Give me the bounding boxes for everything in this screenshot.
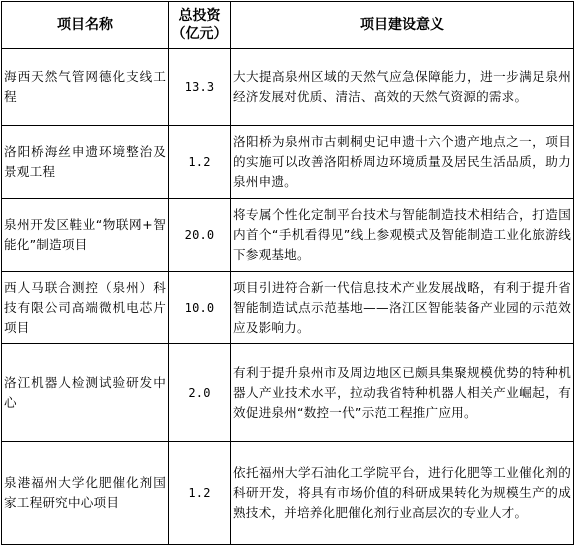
cell-significance: 大大提高泉州区域的天然气应急保障能力，进一步满足泉州经济发展对优质、清洁、高效的天然气资源的需求。 [231, 49, 574, 126]
cell-significance: 项目引进符合新一代信息技术产业发展战略，有利于提升省智能制造试点示范基地——洛江区智能装备产业园的示范效应及影响力。 [231, 272, 574, 344]
table-row [2, 49, 574, 126]
header-project-significance: 项目建设意义 [231, 2, 574, 49]
table-header [2, 2, 574, 49]
table-row [2, 344, 574, 442]
table-body [2, 49, 574, 545]
header-total-investment: 总投资 （亿元） [169, 2, 231, 49]
cell-project-name: 洛阳桥海丝申遗环境整治及景观工程 [2, 126, 169, 199]
cell-investment: 10.0 [169, 272, 231, 344]
cell-investment: 13.3 [169, 49, 231, 126]
cell-significance: 有利于提升泉州市及周边地区已颇具集聚规模优势的特种机器人产业技术水平，拉动我省特种机器人相关产业崛起，有效促进泉州“数控一代”示范工程推广应用。 [231, 344, 574, 442]
cell-investment: 1.2 [169, 126, 231, 199]
cell-significance: 将专属个性化定制平台技术与智能制造技术相结合，打造国内首个“手机看得见”线上参观模式及智能制造工业化旅游线下参观基地。 [231, 199, 574, 272]
table-row [2, 199, 574, 272]
cell-project-name: 泉港福州大学化肥催化剂国家工程研究中心项目 [2, 442, 169, 545]
header-project-name: 项目名称 [2, 2, 169, 49]
cell-project-name: 洛江机器人检测试验研发中心 [2, 344, 169, 442]
cell-investment: 1.2 [169, 442, 231, 545]
table-row [2, 272, 574, 344]
cell-project-name: 海西天然气管网德化支线工程 [2, 49, 169, 126]
cell-significance: 依托福州大学石油化工学院平台，进行化肥等工业催化剂的科研开发，将具有市场价值的科研成果转化为规模生产的成熟技术，并培养化肥催化剂行业高层次的专业人才。 [231, 442, 574, 545]
cell-project-name: 泉州开发区鞋业“物联网+智能化”制造项目 [2, 199, 169, 272]
cell-investment: 20.0 [169, 199, 231, 272]
cell-investment: 2.0 [169, 344, 231, 442]
header-row [2, 2, 574, 49]
cell-significance: 洛阳桥为泉州市古刺桐史记申遗十六个遗产地点之一，项目的实施可以改善洛阳桥周边环境质量及居民生活品质，助力泉州申遗。 [231, 126, 574, 199]
table-row [2, 442, 574, 545]
projects-table [1, 1, 574, 545]
cell-project-name: 西人马联合测控（泉州）科技有限公司高端微机电芯片项目 [2, 272, 169, 344]
table-row [2, 126, 574, 199]
